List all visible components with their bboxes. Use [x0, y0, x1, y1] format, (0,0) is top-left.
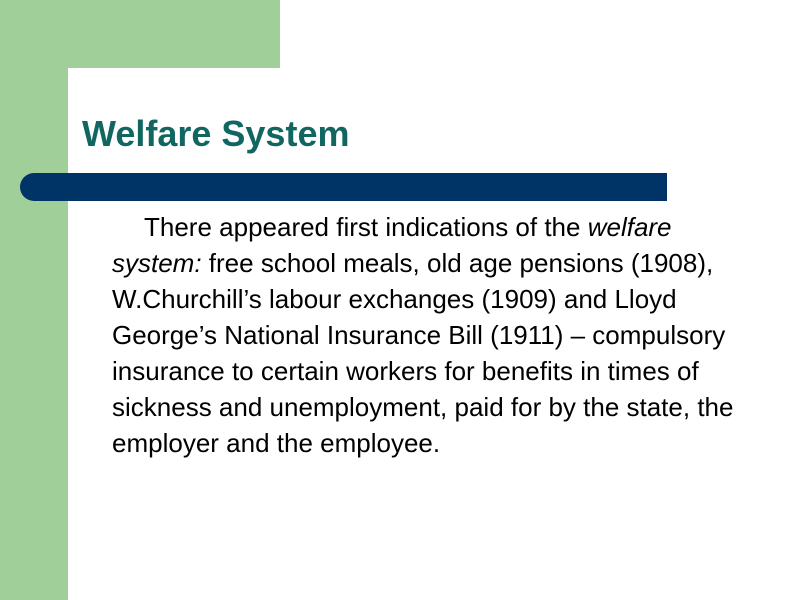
body-intro-text: There appeared first indications of the — [144, 212, 588, 242]
decorative-green-sidebar — [0, 0, 68, 600]
decorative-green-top-block — [0, 0, 280, 68]
body-emphasis-text: welfare system: — [112, 212, 672, 278]
body-main-text: free school meals, old age pensions (1908), W.Churchill’s labour exchanges (1909) and Lloyd George’s National Insurance Bill (1911) – compulsory insurance to certain workers for benefits in times of sickness and unemployment, paid for by the state, the employer and the employee. — [112, 248, 734, 458]
slide-title: Welfare System — [82, 113, 350, 154]
slide-body-text — [112, 209, 752, 461]
title-underline-bar — [20, 173, 667, 201]
